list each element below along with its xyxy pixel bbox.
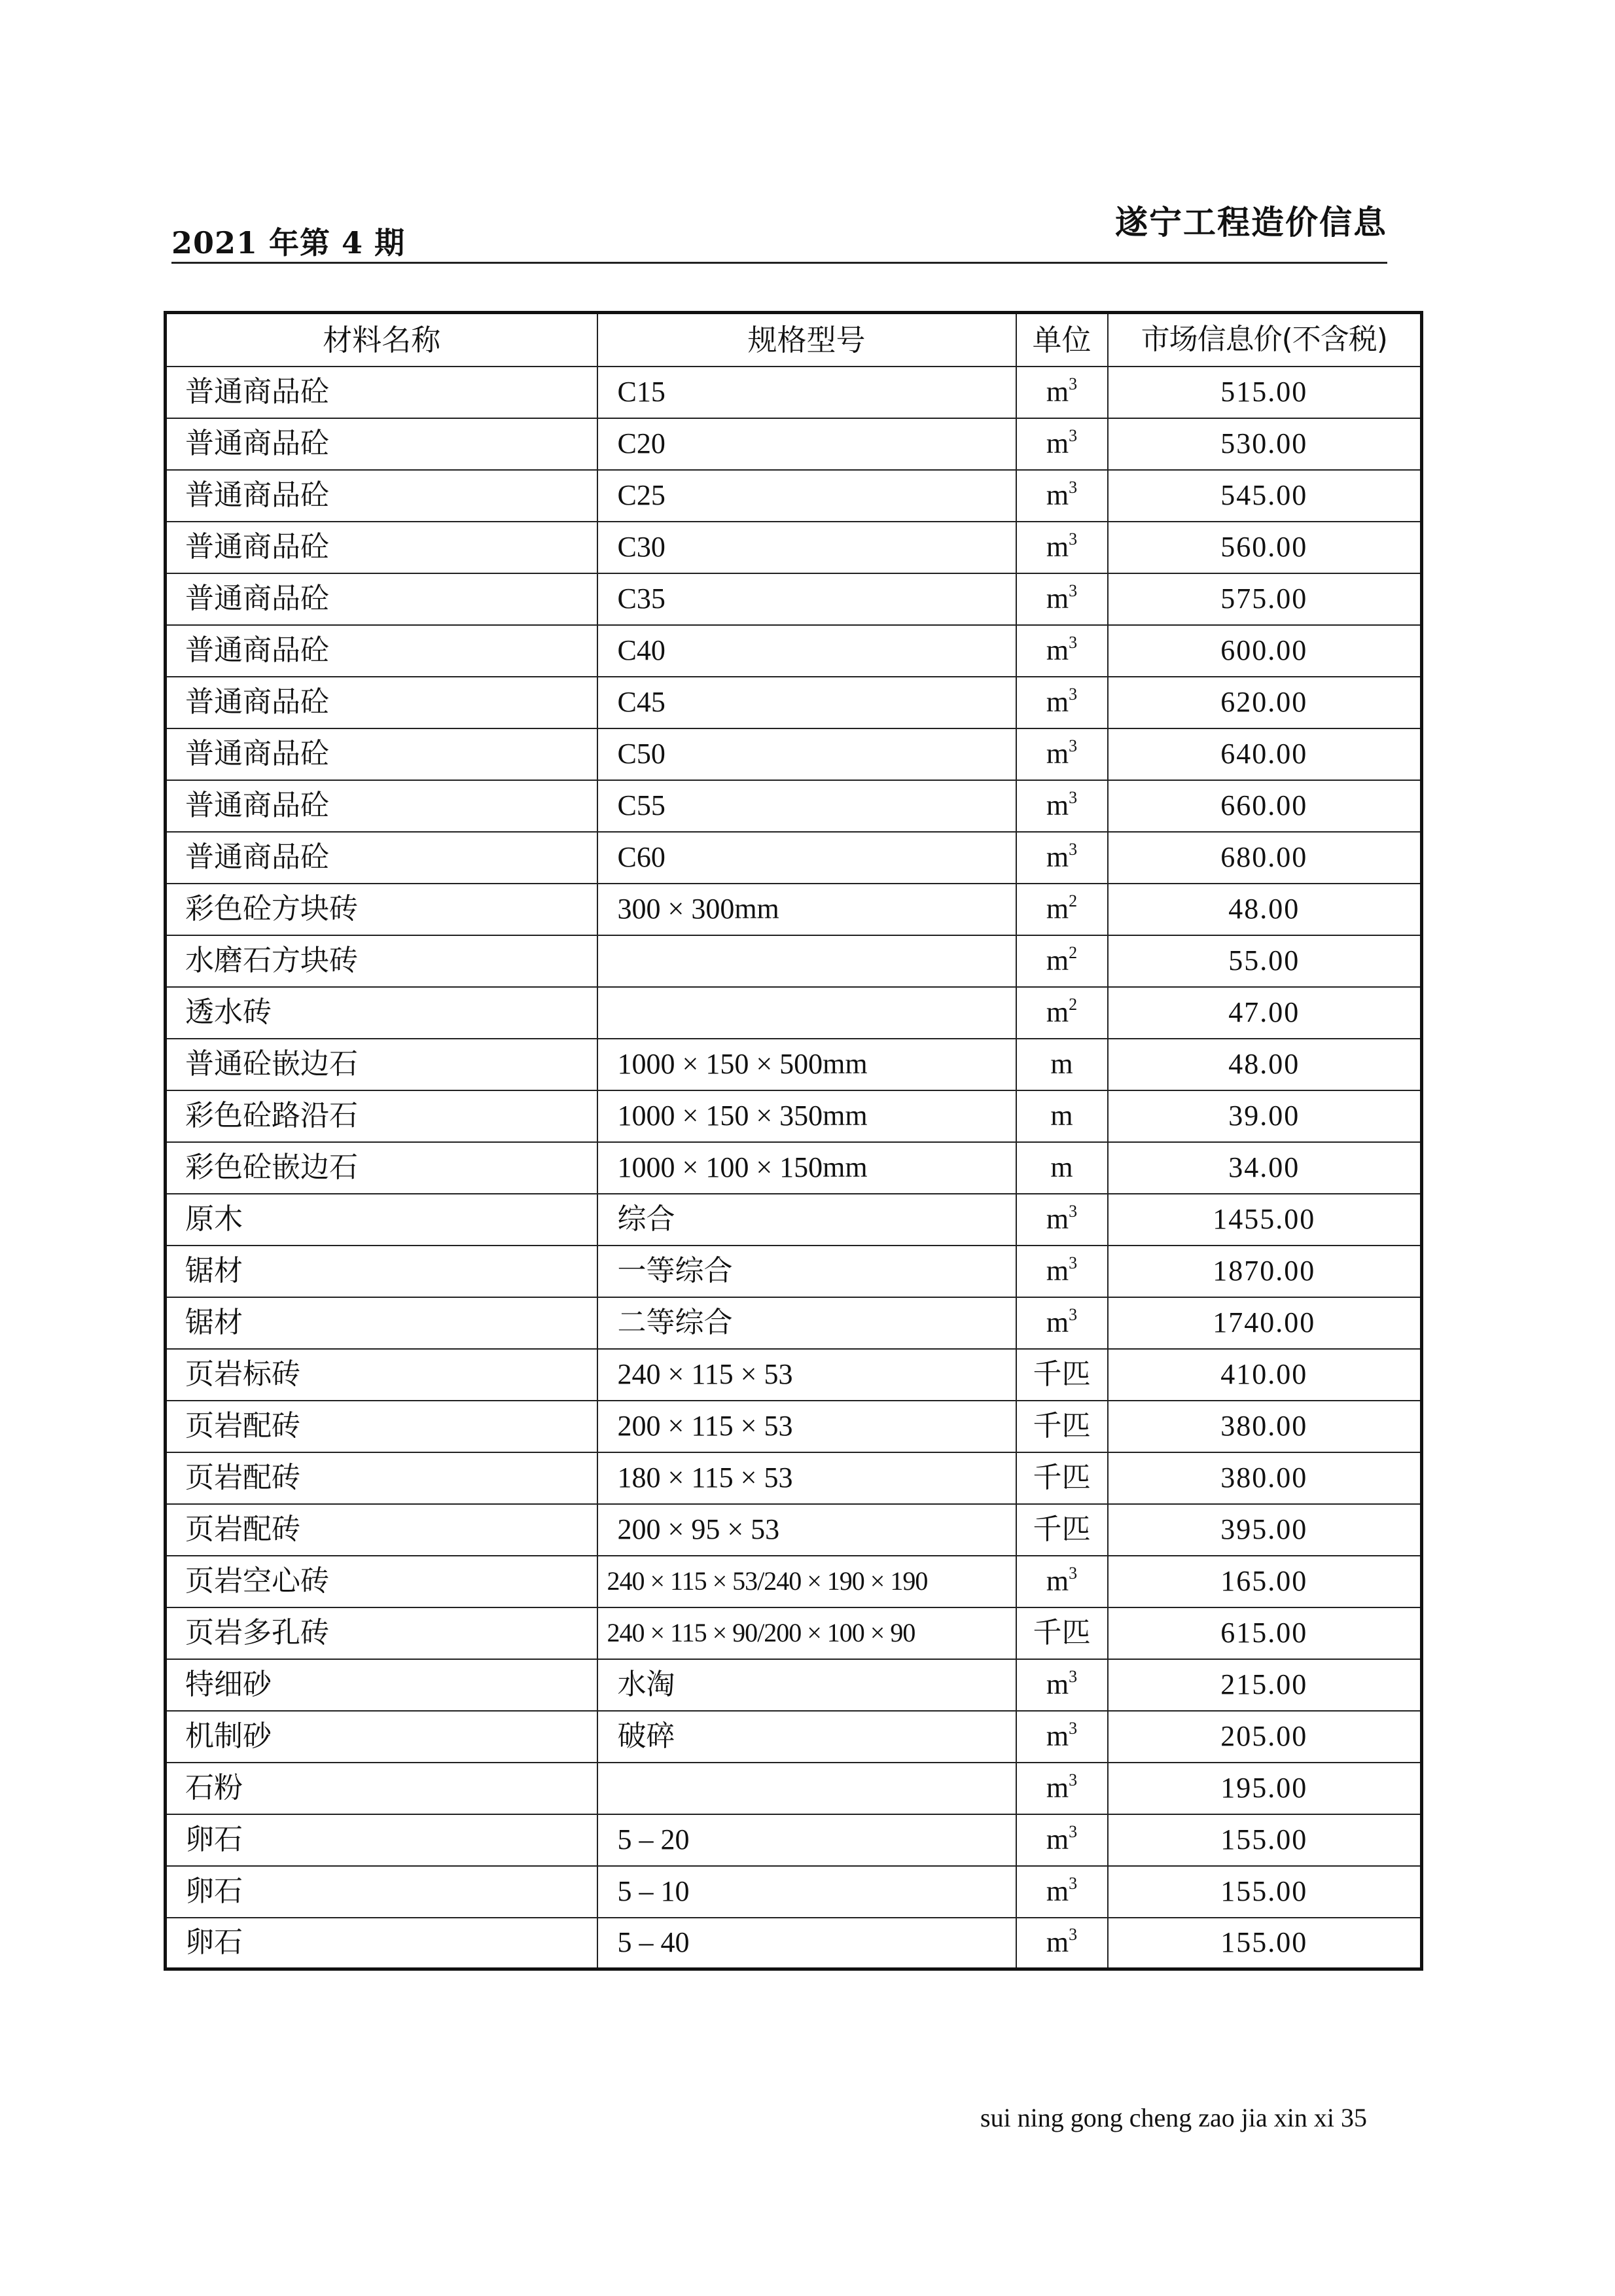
unit-base: m xyxy=(1046,1720,1069,1752)
unit-cell xyxy=(1016,1918,1108,1969)
price-cell: 205.00 xyxy=(1108,1711,1422,1763)
spec-cell: 300 × 300mm xyxy=(597,884,1016,935)
unit-exponent: 2 xyxy=(1069,943,1078,962)
unit-base: 千匹 xyxy=(1033,1462,1091,1494)
unit-cell xyxy=(1016,728,1108,780)
unit-base: m xyxy=(1046,1668,1069,1700)
price-cell: 380.00 xyxy=(1108,1452,1422,1504)
price-cell: 545.00 xyxy=(1108,470,1422,522)
unit-exponent: 3 xyxy=(1069,788,1078,807)
unit-base: m xyxy=(1046,1875,1069,1907)
unit-cell xyxy=(1016,367,1108,418)
material-name-cell: 普通商品砼 xyxy=(166,677,597,728)
spec-cell: C35 xyxy=(597,573,1016,625)
unit-base: m xyxy=(1046,996,1069,1028)
table-row xyxy=(166,1607,1422,1659)
price-cell: 640.00 xyxy=(1108,728,1422,780)
unit-cell xyxy=(1016,884,1108,935)
material-name-cell: 石粉 xyxy=(166,1763,597,1814)
material-name-cell: 锯材 xyxy=(166,1246,597,1297)
spec-cell: C45 xyxy=(597,677,1016,728)
unit-exponent: 3 xyxy=(1069,1564,1078,1583)
material-name-cell: 机制砂 xyxy=(166,1711,597,1763)
column-header-spec: 规格型号 xyxy=(597,313,1016,367)
unit-base: m xyxy=(1046,376,1069,408)
unit-cell xyxy=(1016,625,1108,677)
unit-base: m xyxy=(1050,1048,1073,1080)
unit-base: m xyxy=(1046,479,1069,511)
unit-base: 千匹 xyxy=(1033,1358,1091,1390)
price-cell: 680.00 xyxy=(1108,832,1422,884)
unit-cell xyxy=(1016,1607,1108,1659)
unit-cell xyxy=(1016,1297,1108,1349)
unit-cell xyxy=(1016,677,1108,728)
unit-cell xyxy=(1016,1763,1108,1814)
unit-cell xyxy=(1016,1039,1108,1090)
unit-base: m xyxy=(1046,1772,1069,1804)
material-name-cell: 彩色砼方块砖 xyxy=(166,884,597,935)
spec-cell: 240 × 115 × 53/240 × 190 × 190 xyxy=(597,1556,1016,1607)
unit-cell xyxy=(1016,1142,1108,1194)
table-row xyxy=(166,1866,1422,1918)
unit-exponent: 3 xyxy=(1069,1719,1078,1738)
unit-cell xyxy=(1016,418,1108,470)
unit-exponent: 3 xyxy=(1069,529,1078,548)
unit-exponent: 3 xyxy=(1069,633,1078,652)
price-cell: 195.00 xyxy=(1108,1763,1422,1814)
unit-base: 千匹 xyxy=(1033,1617,1091,1649)
spec-cell: 5 – 10 xyxy=(597,1866,1016,1918)
unit-cell xyxy=(1016,522,1108,573)
material-name-cell: 彩色砼路沿石 xyxy=(166,1090,597,1142)
price-cell: 155.00 xyxy=(1108,1918,1422,1969)
unit-exponent: 3 xyxy=(1069,1770,1078,1789)
price-cell: 530.00 xyxy=(1108,418,1422,470)
spec-cell xyxy=(597,987,1016,1039)
table-row xyxy=(166,1349,1422,1401)
table-row xyxy=(166,1090,1422,1142)
spec-cell xyxy=(597,1763,1016,1814)
unit-base: m xyxy=(1050,1151,1073,1183)
unit-cell xyxy=(1016,935,1108,987)
page-header xyxy=(171,196,1387,268)
unit-base: m xyxy=(1046,738,1069,770)
unit-exponent: 3 xyxy=(1069,581,1078,600)
unit-exponent: 3 xyxy=(1069,1305,1078,1324)
material-name-cell: 页岩多孔砖 xyxy=(166,1607,597,1659)
price-cell: 1455.00 xyxy=(1108,1194,1422,1246)
unit-base: m xyxy=(1046,789,1069,821)
unit-cell xyxy=(1016,1246,1108,1297)
unit-exponent: 3 xyxy=(1069,478,1078,497)
material-name-cell: 普通商品砼 xyxy=(166,367,597,418)
table-row xyxy=(166,418,1422,470)
header-divider xyxy=(171,262,1387,264)
table-row xyxy=(166,832,1422,884)
table-row xyxy=(166,728,1422,780)
price-cell: 600.00 xyxy=(1108,625,1422,677)
material-name-cell: 卵石 xyxy=(166,1866,597,1918)
material-name-cell: 透水砖 xyxy=(166,987,597,1039)
unit-exponent: 3 xyxy=(1069,736,1078,755)
unit-exponent: 3 xyxy=(1069,840,1078,859)
unit-cell xyxy=(1016,1401,1108,1452)
table-row xyxy=(166,935,1422,987)
table-row xyxy=(166,1142,1422,1194)
unit-base: m xyxy=(1046,1823,1069,1856)
price-cell: 48.00 xyxy=(1108,1039,1422,1090)
unit-base: m xyxy=(1046,1203,1069,1235)
price-cell: 515.00 xyxy=(1108,367,1422,418)
material-name-cell: 普通砼嵌边石 xyxy=(166,1039,597,1090)
material-name-cell: 页岩配砖 xyxy=(166,1401,597,1452)
unit-base: m xyxy=(1046,1306,1069,1338)
spec-cell: 破碎 xyxy=(597,1711,1016,1763)
unit-base: m xyxy=(1046,1565,1069,1597)
price-cell: 155.00 xyxy=(1108,1814,1422,1866)
table-row xyxy=(166,470,1422,522)
price-cell: 1870.00 xyxy=(1108,1246,1422,1297)
unit-base: m xyxy=(1046,427,1069,459)
table-row xyxy=(166,1246,1422,1297)
price-cell: 615.00 xyxy=(1108,1607,1422,1659)
material-name-cell: 卵石 xyxy=(166,1918,597,1969)
spec-cell: 1000 × 100 × 150mm xyxy=(597,1142,1016,1194)
material-name-cell: 普通商品砼 xyxy=(166,418,597,470)
price-cell: 410.00 xyxy=(1108,1349,1422,1401)
column-header-name: 材料名称 xyxy=(166,313,597,367)
unit-cell xyxy=(1016,1504,1108,1556)
unit-cell xyxy=(1016,1711,1108,1763)
spec-cell: 240 × 115 × 90/200 × 100 × 90 xyxy=(597,1607,1016,1659)
unit-base: m xyxy=(1046,1255,1069,1287)
unit-cell xyxy=(1016,832,1108,884)
table-row xyxy=(166,1659,1422,1711)
material-name-cell: 卵石 xyxy=(166,1814,597,1866)
table-body xyxy=(166,367,1422,1969)
unit-exponent: 3 xyxy=(1069,1874,1078,1893)
column-header-price: 市场信息价(不含税) xyxy=(1108,313,1422,367)
spec-cell: 二等综合 xyxy=(597,1297,1016,1349)
unit-exponent: 2 xyxy=(1069,995,1078,1014)
price-cell: 155.00 xyxy=(1108,1866,1422,1918)
spec-cell: 5 – 40 xyxy=(597,1918,1016,1969)
spec-cell: 240 × 115 × 53 xyxy=(597,1349,1016,1401)
unit-cell xyxy=(1016,1090,1108,1142)
unit-exponent: 3 xyxy=(1069,1253,1078,1272)
unit-exponent: 3 xyxy=(1069,1202,1078,1221)
spec-cell: 综合 xyxy=(597,1194,1016,1246)
table-row xyxy=(166,1504,1422,1556)
issue-label: 2021 年第 4 期 xyxy=(171,225,406,260)
price-cell: 215.00 xyxy=(1108,1659,1422,1711)
material-name-cell: 特细砂 xyxy=(166,1659,597,1711)
table-row xyxy=(166,780,1422,832)
spec-cell: C20 xyxy=(597,418,1016,470)
table-row xyxy=(166,522,1422,573)
unit-base: m xyxy=(1046,841,1069,873)
unit-cell xyxy=(1016,1556,1108,1607)
spec-cell: 200 × 115 × 53 xyxy=(597,1401,1016,1452)
material-name-cell: 彩色砼嵌边石 xyxy=(166,1142,597,1194)
table-row xyxy=(166,987,1422,1039)
spec-cell: C55 xyxy=(597,780,1016,832)
table-row xyxy=(166,677,1422,728)
material-name-cell: 页岩空心砖 xyxy=(166,1556,597,1607)
price-table xyxy=(164,311,1423,1971)
unit-base: m xyxy=(1046,944,1069,977)
table-row xyxy=(166,884,1422,935)
unit-base: m xyxy=(1046,1926,1069,1959)
price-cell: 55.00 xyxy=(1108,935,1422,987)
spec-cell: 200 × 95 × 53 xyxy=(597,1504,1016,1556)
unit-exponent: 3 xyxy=(1069,1822,1078,1841)
material-name-cell: 锯材 xyxy=(166,1297,597,1349)
spec-cell: C40 xyxy=(597,625,1016,677)
price-cell: 620.00 xyxy=(1108,677,1422,728)
table-row xyxy=(166,1297,1422,1349)
spec-cell: 一等综合 xyxy=(597,1246,1016,1297)
price-cell: 560.00 xyxy=(1108,522,1422,573)
unit-base: 千匹 xyxy=(1033,1513,1091,1545)
unit-cell xyxy=(1016,1814,1108,1866)
material-name-cell: 水磨石方块砖 xyxy=(166,935,597,987)
unit-cell xyxy=(1016,573,1108,625)
material-name-cell: 普通商品砼 xyxy=(166,522,597,573)
unit-base: m xyxy=(1050,1100,1073,1132)
price-cell: 1740.00 xyxy=(1108,1297,1422,1349)
spec-cell: C25 xyxy=(597,470,1016,522)
unit-cell xyxy=(1016,470,1108,522)
price-cell: 165.00 xyxy=(1108,1556,1422,1607)
table-row xyxy=(166,1039,1422,1090)
price-cell: 380.00 xyxy=(1108,1401,1422,1452)
price-cell: 34.00 xyxy=(1108,1142,1422,1194)
table-row xyxy=(166,367,1422,418)
spec-cell: 5 – 20 xyxy=(597,1814,1016,1866)
unit-cell xyxy=(1016,780,1108,832)
table-header-row xyxy=(166,313,1422,367)
spec-cell: C50 xyxy=(597,728,1016,780)
column-header-unit: 单位 xyxy=(1016,313,1108,367)
table-row xyxy=(166,1401,1422,1452)
material-name-cell: 原木 xyxy=(166,1194,597,1246)
spec-cell: C60 xyxy=(597,832,1016,884)
table-row xyxy=(166,625,1422,677)
table-row xyxy=(166,1194,1422,1246)
table-row xyxy=(166,1556,1422,1607)
table-row xyxy=(166,573,1422,625)
spec-cell xyxy=(597,935,1016,987)
material-name-cell: 普通商品砼 xyxy=(166,728,597,780)
spec-cell: 180 × 115 × 53 xyxy=(597,1452,1016,1504)
unit-exponent: 3 xyxy=(1069,426,1078,445)
unit-cell xyxy=(1016,1659,1108,1711)
material-name-cell: 普通商品砼 xyxy=(166,780,597,832)
price-cell: 39.00 xyxy=(1108,1090,1422,1142)
material-name-cell: 普通商品砼 xyxy=(166,573,597,625)
spec-cell: 1000 × 150 × 350mm xyxy=(597,1090,1016,1142)
unit-base: m xyxy=(1046,583,1069,615)
table-row xyxy=(166,1763,1422,1814)
spec-cell: 1000 × 150 × 500mm xyxy=(597,1039,1016,1090)
table-row xyxy=(166,1452,1422,1504)
table-row xyxy=(166,1918,1422,1969)
spec-cell: C30 xyxy=(597,522,1016,573)
table-row xyxy=(166,1711,1422,1763)
price-cell: 47.00 xyxy=(1108,987,1422,1039)
unit-cell xyxy=(1016,1452,1108,1504)
footer-page-label: sui ning gong cheng zao jia xin xi 35 xyxy=(980,2103,1368,2132)
material-name-cell: 页岩配砖 xyxy=(166,1452,597,1504)
price-cell: 48.00 xyxy=(1108,884,1422,935)
material-name-cell: 页岩配砖 xyxy=(166,1504,597,1556)
unit-exponent: 3 xyxy=(1069,1925,1078,1945)
unit-exponent: 3 xyxy=(1069,374,1078,393)
unit-cell xyxy=(1016,1349,1108,1401)
spec-cell: C15 xyxy=(597,367,1016,418)
unit-base: m xyxy=(1046,634,1069,666)
unit-base: 千匹 xyxy=(1033,1410,1091,1442)
price-cell: 575.00 xyxy=(1108,573,1422,625)
journal-title: 遂宁工程造价信息 xyxy=(1115,203,1387,242)
material-name-cell: 普通商品砼 xyxy=(166,832,597,884)
unit-cell xyxy=(1016,1866,1108,1918)
spec-cell: 水淘 xyxy=(597,1659,1016,1711)
material-name-cell: 页岩标砖 xyxy=(166,1349,597,1401)
price-cell: 660.00 xyxy=(1108,780,1422,832)
table-row xyxy=(166,1814,1422,1866)
material-name-cell: 普通商品砼 xyxy=(166,470,597,522)
unit-base: m xyxy=(1046,686,1069,718)
unit-exponent: 3 xyxy=(1069,1667,1078,1686)
unit-base: m xyxy=(1046,893,1069,925)
unit-exponent: 3 xyxy=(1069,685,1078,704)
unit-cell xyxy=(1016,987,1108,1039)
material-name-cell: 普通商品砼 xyxy=(166,625,597,677)
unit-cell xyxy=(1016,1194,1108,1246)
unit-base: m xyxy=(1046,531,1069,563)
unit-exponent: 2 xyxy=(1069,891,1078,910)
price-cell: 395.00 xyxy=(1108,1504,1422,1556)
